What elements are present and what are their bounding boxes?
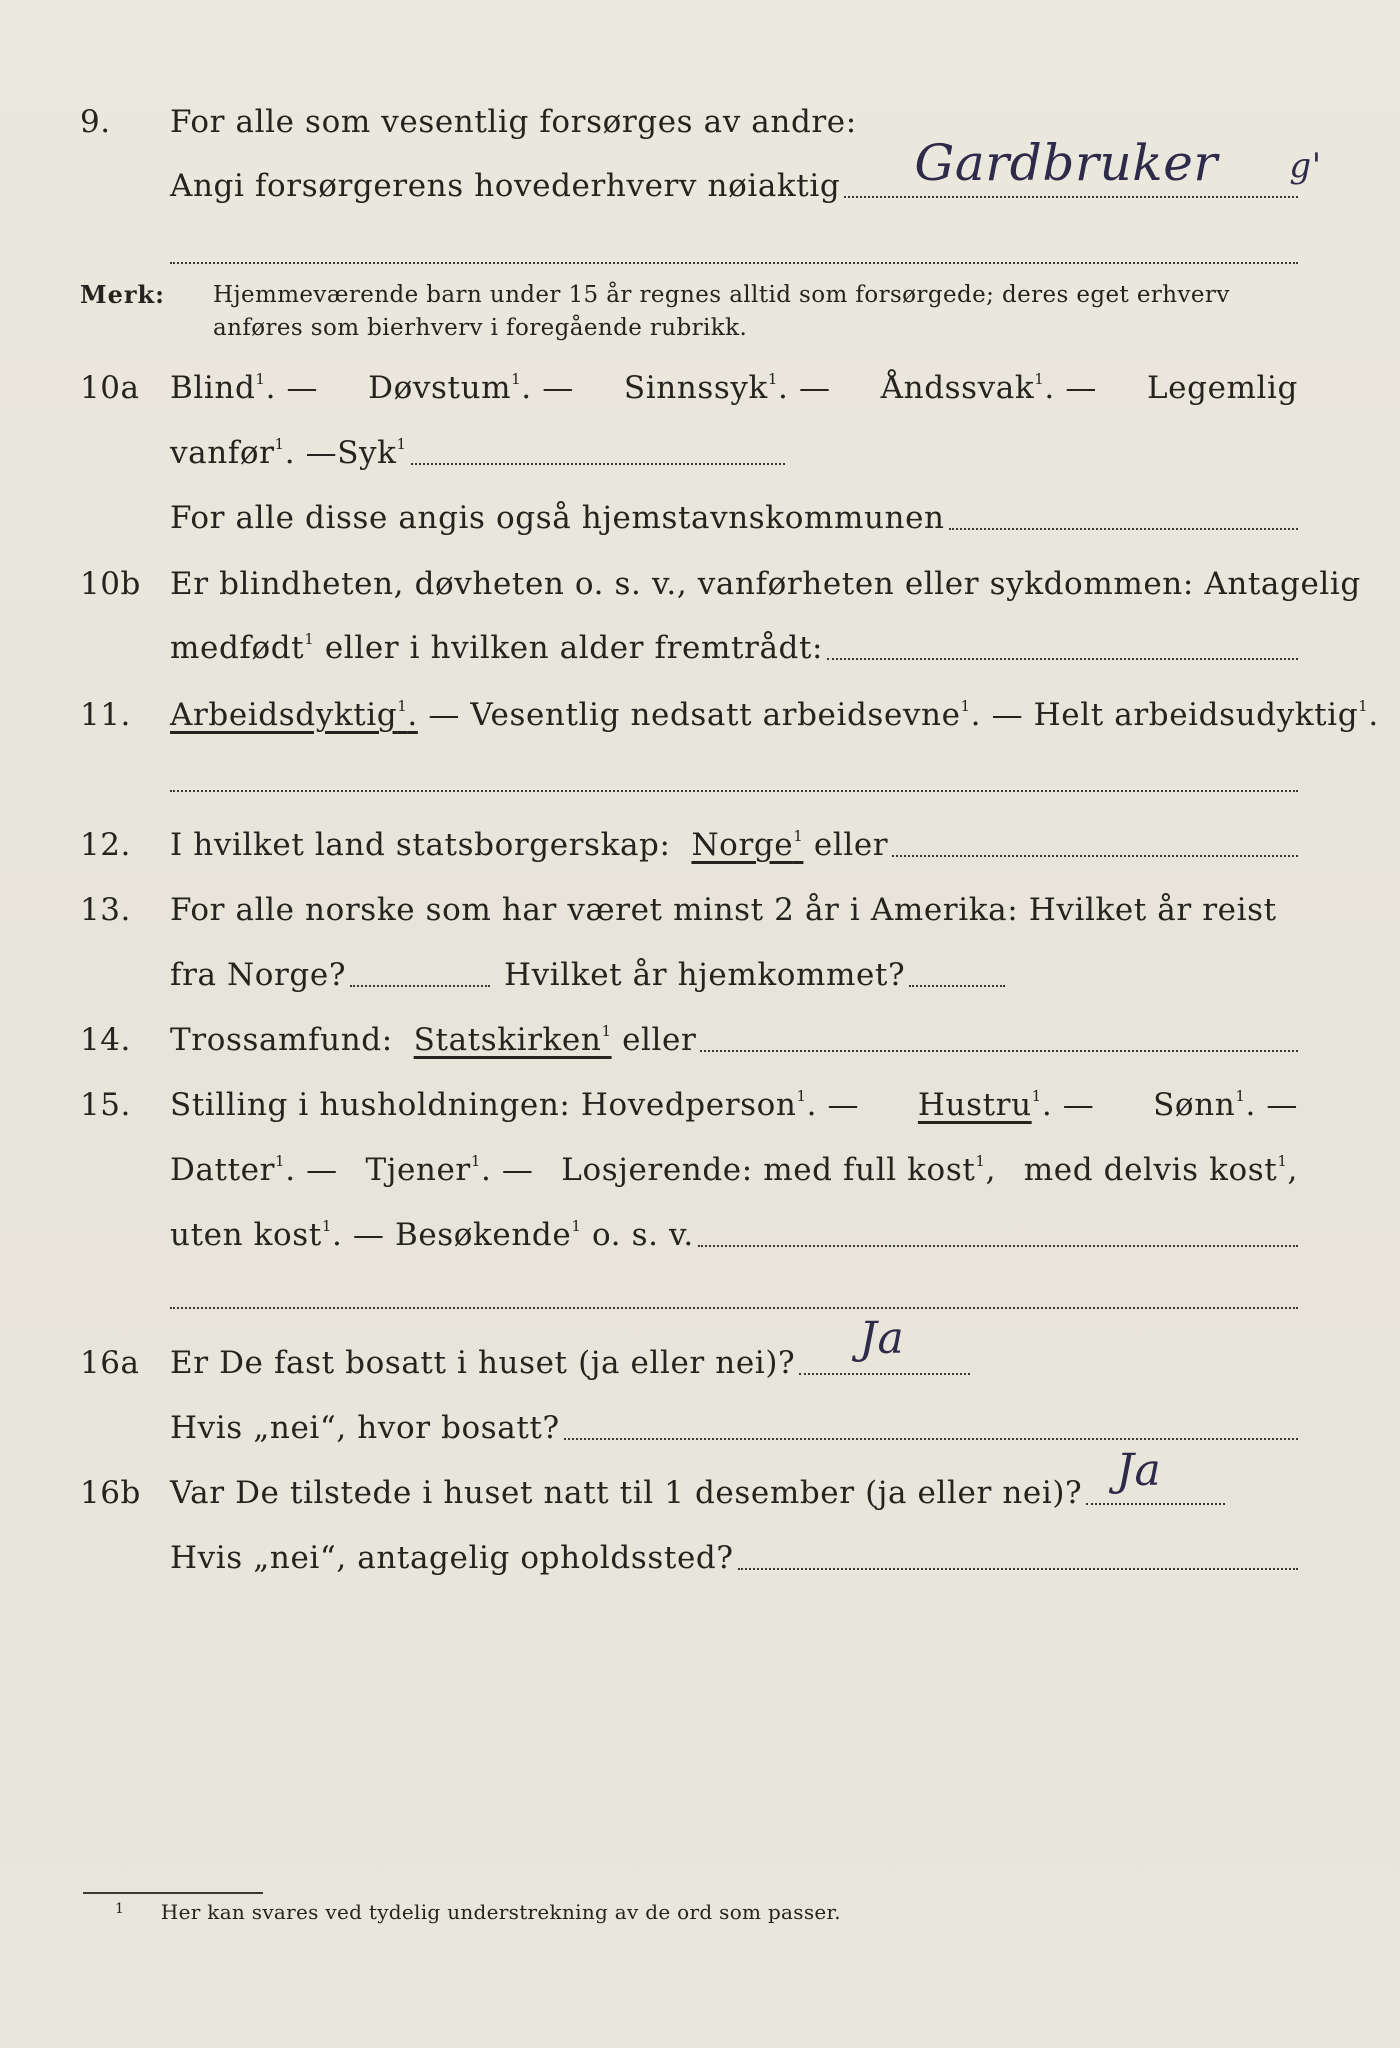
q9-line2-text: Angi forsørgerens hovederhverv nøiaktig bbox=[170, 168, 841, 204]
q15-hovedperson[interactable]: Stilling i husholdningen: Hovedperson$^1$. — bbox=[170, 1087, 860, 1123]
q12-eller: eller bbox=[813, 827, 889, 863]
q15-other-field[interactable] bbox=[698, 1245, 1298, 1247]
q9-number: 9. bbox=[80, 104, 111, 140]
footnote bbox=[115, 1900, 841, 1924]
q10a-syk[interactable]: Syk$^1$ bbox=[337, 435, 407, 471]
q15-line2 bbox=[170, 1152, 1298, 1188]
q10b-line2-text: eller i hvilken alder fremtrådt: bbox=[324, 630, 824, 666]
q10b-line2 bbox=[170, 630, 1298, 666]
q15-line1 bbox=[170, 1087, 1298, 1123]
q15-osv: o. s. v. bbox=[591, 1217, 694, 1253]
q16b-line2 bbox=[170, 1540, 1298, 1576]
q15-separator bbox=[170, 1307, 1298, 1309]
q13-line1 bbox=[170, 892, 1298, 928]
q13-number: 13. bbox=[80, 892, 131, 928]
q9-line1-text: For alle som vesentlig forsørges av andre: bbox=[170, 104, 857, 140]
q9-handwritten-answer: Gardbruker bbox=[914, 134, 1218, 192]
q9-handwritten-mark: g' bbox=[1289, 146, 1322, 186]
q10a-line2 bbox=[170, 435, 785, 471]
q10a-andssvak[interactable]: Åndssvak$^1$. — bbox=[880, 370, 1097, 406]
q10a-line3 bbox=[170, 500, 1298, 536]
q10a-legemlig[interactable]: Legemlig bbox=[1147, 370, 1298, 406]
q14-line bbox=[170, 1022, 1298, 1058]
q14-trossamfund-field[interactable] bbox=[700, 1050, 1298, 1052]
footnote-text: Her kan svares ved tydelig understrekning av de ord som passer. bbox=[160, 1900, 841, 1924]
q16a-answer-field[interactable] bbox=[799, 1313, 970, 1375]
q14-number: 14. bbox=[80, 1022, 131, 1058]
q10a-number: 10a bbox=[80, 370, 140, 406]
q9-separator bbox=[170, 262, 1298, 264]
q10a-hjemstavn-field[interactable] bbox=[949, 528, 1298, 530]
q12-text: I hvilket land statsborgerskap: bbox=[170, 827, 671, 863]
q15-delvis-kost[interactable]: med delvis kost$^1$, bbox=[1023, 1152, 1298, 1188]
q12-line bbox=[170, 827, 1298, 863]
q15-uten-kost[interactable]: uten kost$^1$. — bbox=[170, 1217, 395, 1253]
q10a-syk-field[interactable] bbox=[411, 463, 785, 465]
q12-other-country-field[interactable] bbox=[892, 855, 1298, 857]
q11-number: 11. bbox=[80, 697, 131, 733]
q14-statskirken[interactable]: Statskirken$^1$ bbox=[413, 1022, 612, 1058]
q11-vesentlig[interactable]: Vesentlig nedsatt arbeidsevne$^1$. bbox=[470, 697, 982, 733]
footnote-mark: 1 bbox=[115, 1901, 125, 1917]
q11-separator bbox=[170, 790, 1298, 792]
q10a-sinnssyk[interactable]: Sinnssyk$^1$. — bbox=[623, 370, 831, 406]
q15-sonn[interactable]: Sønn$^1$. — bbox=[1153, 1087, 1298, 1123]
q9-answer-field[interactable] bbox=[844, 134, 1322, 198]
q13-reist-field[interactable] bbox=[350, 985, 490, 987]
q15-losjerende[interactable]: Losjerende: med full kost$^1$, bbox=[561, 1152, 997, 1188]
q10a-vanfor[interactable]: vanfør$^1$. — bbox=[170, 435, 338, 471]
q16a-bosatt-field[interactable] bbox=[564, 1438, 1298, 1440]
q15-hustru[interactable]: Hustru$^1$. — bbox=[917, 1087, 1095, 1123]
q10b-line1 bbox=[170, 566, 1361, 602]
q15-datter[interactable]: Datter$^1$. — bbox=[170, 1152, 338, 1188]
q16b-opholdssted-field[interactable] bbox=[738, 1568, 1298, 1570]
q15-number: 15. bbox=[80, 1087, 131, 1123]
q10b-medfodt[interactable]: medfødt$^1$ bbox=[170, 630, 315, 666]
q16a-number: 16a bbox=[80, 1345, 140, 1381]
footnote-rule bbox=[83, 1892, 263, 1894]
q10b-number: 10b bbox=[80, 566, 141, 602]
q13-line2 bbox=[170, 957, 1005, 993]
q10a-line1 bbox=[170, 370, 1298, 406]
q16b-handwritten-answer: Ja bbox=[1116, 1445, 1162, 1496]
q13-hjemkommet-field[interactable] bbox=[909, 985, 1005, 987]
q16b-line1 bbox=[170, 1445, 1225, 1511]
q16a-line2 bbox=[170, 1410, 1298, 1446]
q16a-line2-text: Hvis „nei“, hvor bosatt? bbox=[170, 1410, 560, 1446]
q16a-handwritten-answer: Ja bbox=[859, 1313, 905, 1364]
q16a-line1 bbox=[170, 1313, 970, 1381]
merk-line2: anføres som bierhverv i foregående rubrikk. bbox=[213, 315, 748, 341]
q12-number: 12. bbox=[80, 827, 131, 863]
q10a-line3-text: For alle disse angis også hjemstavnskommunen bbox=[170, 500, 945, 536]
q10a-blind[interactable]: Blind$^1$. — bbox=[170, 370, 319, 406]
q13-fra-norge: fra Norge? bbox=[170, 957, 347, 993]
merk-label: Merk: bbox=[80, 280, 165, 309]
q16b-line2-text: Hvis „nei“, antagelig opholdssted? bbox=[170, 1540, 734, 1576]
q16b-line1-text: Var De tilstede i huset natt til 1 desember (ja eller nei)? bbox=[170, 1475, 1083, 1511]
q11-helt[interactable]: Helt arbeidsudyktig$^1$. bbox=[1033, 697, 1379, 733]
merk-line1: Hjemmeværende barn under 15 år regnes alltid som forsørgede; deres eget erhverv bbox=[213, 282, 1230, 308]
q16b-answer-field[interactable] bbox=[1086, 1445, 1225, 1505]
q15-tjener[interactable]: Tjener$^1$. — bbox=[365, 1152, 534, 1188]
q10b-line1-text: Er blindheten, døvheten o. s. v., vanførheten eller sykdommen: Antagelig bbox=[170, 566, 1361, 602]
q15-besokende[interactable]: Besøkende$^1$ bbox=[394, 1217, 582, 1253]
q15-line3 bbox=[170, 1217, 1298, 1253]
q16b-number: 16b bbox=[80, 1475, 141, 1511]
q16a-line1-text: Er De fast bosatt i huset (ja eller nei)? bbox=[170, 1345, 796, 1381]
q13-hjemkommet: Hvilket år hjemkommet? bbox=[504, 957, 906, 993]
q10b-alder-field[interactable] bbox=[827, 658, 1298, 660]
q14-text: Trossamfund: bbox=[170, 1022, 393, 1058]
q12-norge[interactable]: Norge$^1$ bbox=[691, 827, 804, 863]
q13-line1-text: For alle norske som har været minst 2 år i Amerika: Hvilket år reist bbox=[170, 892, 1277, 928]
q14-eller: eller bbox=[622, 1022, 697, 1058]
q11-line: Arbeidsdyktig$^1$. — Vesentlig nedsatt arbeidsevne$^1$. — Helt arbeidsudyktig$^1$. bbox=[170, 697, 1379, 733]
q11-arbeidsdyktig[interactable]: Arbeidsdyktig$^1$. bbox=[170, 697, 418, 733]
q10a-dovstum[interactable]: Døvstum$^1$. — bbox=[368, 370, 574, 406]
q9-line2 bbox=[170, 134, 1322, 204]
